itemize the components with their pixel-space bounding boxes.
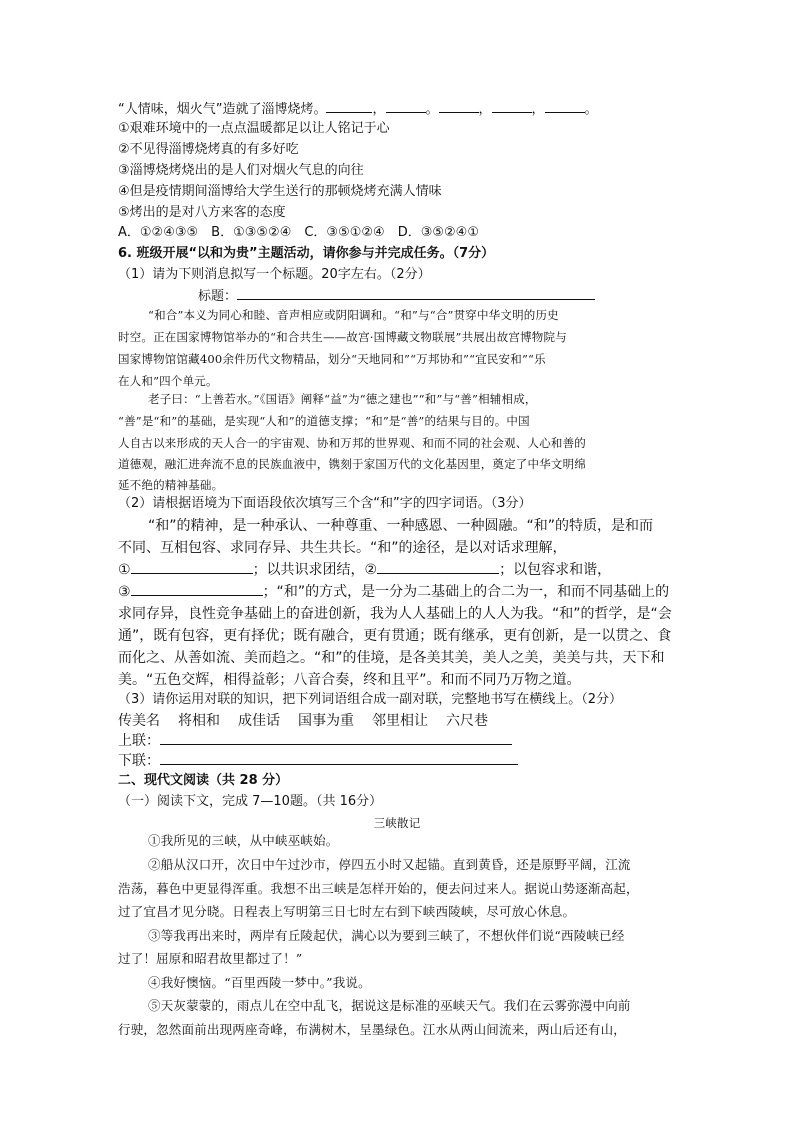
article-line: ⑤天灰蒙蒙的，雨点儿在空中乱飞，据说这是标准的巫峡天气。我们在云雾弥漫中向前 <box>148 998 631 1013</box>
article-line: ②船从汉口开，次日中午过沙市，停四五小时又起锚。直到黄昏，还是原野平阔，江流 <box>148 857 631 872</box>
title-field <box>198 286 595 306</box>
news-line: 道德观，融汇进奔流不息的民族血液中，镌刻于家国万代的文化基因里，奠定了中华文明绵 <box>118 457 586 471</box>
title-label: 标题： <box>198 289 238 304</box>
word: 传美名 <box>118 713 160 729</box>
q5-item: ①艰难环境中的一点点温暖都足以让人铭记于心 <box>118 121 390 136</box>
word: 邻里相让 <box>372 713 428 729</box>
article-line: 行驶，忽然面前出现两座奇峰，布满树木，呈墨绿色。江水从两山间流来，两山后还有山， <box>118 1022 627 1037</box>
news-line: 延不绝的精神基础。 <box>118 478 224 492</box>
blank[interactable] <box>439 99 479 113</box>
q5-item: ⑤烤出的是对八方来客的态度 <box>118 205 286 220</box>
para-line: 美。“五色交辉，相得益彰；八音合奏，终和且平”。和而不同乃万物之道。 <box>118 672 581 688</box>
para-blanks-row: ① ；以共识求团结，② ；以包容求和谐， <box>118 562 612 578</box>
article-line: 过了！屈原和昭君故里都过了！” <box>118 951 303 966</box>
q5-options: A．①②④③⑤ B．①③⑤②④ C．③⑤①②④ D．③⑤②④① <box>118 225 479 240</box>
q5-item: ②不见得淄博烧烤真的有多好吃 <box>118 142 299 157</box>
news-line: 在人和”四个单元。 <box>118 374 218 388</box>
para-line: 通”，既有包容，更有择优；既有融合，更有贯通；既有继承，更有创新，是一以贯之、食 <box>118 628 672 644</box>
title-answer-line[interactable] <box>237 286 595 300</box>
blank[interactable] <box>326 99 372 113</box>
para-line: “和”的精神，是一种承认、一种尊重、一种感恩、一种圆融。“和”的特质，是和而 <box>148 518 654 534</box>
q5-stem: “人情味，烟火气”造就了淄博烧烤。 ， 。 ， ， 。 <box>118 99 598 119</box>
word: 将相和 <box>178 713 220 729</box>
para-line: 而化之、从善如流、美而趋之。“和”的佳境，是各美其美，美人之美，美美与共，天下和 <box>118 650 665 666</box>
q6-sub1: （1）请为下则消息拟写一个标题。20字左右。（2分） <box>118 267 431 282</box>
section-heading: 二、现代文阅读（共 28 分） <box>118 773 289 788</box>
word: 六尺巷 <box>446 713 488 729</box>
upper-couplet <box>118 731 512 751</box>
news-line: 时空。正在国家博物馆举办的“和合共生——故宫·国博藏文物联展”共展出故宫博物院与 <box>118 330 567 344</box>
article-line: 过了宜昌才见分晓。日程表上写明第三日七时左右到下峡西陵峡，尽可放心休息。 <box>118 904 576 919</box>
para-line: 不同、互相包容、求同存异、共生共长。“和”的途径，是以对话求理解， <box>118 540 567 556</box>
news-line: “善”是“和”的基础，是实现“人和”的道德支撑；“和”是“善”的结果与目的。中国 <box>118 414 530 428</box>
article-line: ③等我再出来时，两岸有丘陵起伏，满心以为要到三峡了，不想伙伴们说“西陵峡已经 <box>148 928 625 943</box>
article-line: ①我所见的三峡，从中峡巫峡始。 <box>148 833 339 848</box>
blank-2[interactable] <box>377 560 499 574</box>
para-line: 求同存异，良性竞争基础上的奋进创新，我为人人基础上的人人为我。“和”的哲学，是“会 <box>118 606 672 622</box>
article-line: ④我好懊恼。“百里西陵一梦中。”我说。 <box>148 975 371 990</box>
lower-label: 下联： <box>118 753 160 769</box>
news-line: 国家博物馆馆藏400余件历代文物精品，划分“天地同和”“万邦协和”“宜民安和”“乐 <box>118 352 546 366</box>
couplet-words <box>118 711 488 731</box>
news-line: 人自古以来形成的天人合一的宇宙观、协和万邦的世界观、和而不同的社会观、人心和善的 <box>118 436 586 450</box>
upper-answer-line[interactable] <box>160 731 512 745</box>
lower-answer-line[interactable] <box>160 751 518 765</box>
article-line: 浩荡，暮色中更显得浑重。我想不出三峡是怎样开始的，便去问过来人。据说山势逐渐高起， <box>118 881 639 896</box>
q5-item: ③淄博烧烤烧出的是人们对烟火气息的向往 <box>118 163 364 178</box>
para-blank3-row: ③ ；“和”的方式，是一分为二基础上的合二为一，和而不同基础上的 <box>118 584 670 600</box>
news-line: “和合”本义为同心和睦、音声相应或阴阳调和。“和”与“合”贯穿中华文明的历史 <box>148 308 559 322</box>
blank-3[interactable] <box>131 582 263 596</box>
section-sub: （一）阅读下文，完成 7—10题。（共 16分） <box>118 794 383 809</box>
blank[interactable] <box>492 99 532 113</box>
news-line: 老子曰：“上善若水。”《国语》阐释“益”为“德之建也”“和”与“善”相辅相成， <box>148 392 537 406</box>
q5-stem-text: “人情味，烟火气”造就了淄博烧烤。 <box>118 102 327 117</box>
blank-1[interactable] <box>131 560 253 574</box>
blank[interactable] <box>386 99 426 113</box>
q6-title: 6. 班级开展“以和为贵”主题活动，请你参与并完成任务。（7分） <box>118 246 495 261</box>
blank[interactable] <box>545 99 585 113</box>
upper-label: 上联： <box>118 733 160 749</box>
lower-couplet <box>118 751 518 771</box>
q6-sub3: （3）请你运用对联的知识，把下列词语组合成一副对联，完整地书写在横线上。（2分） <box>118 692 623 707</box>
article-title: 三峡散记 <box>373 816 421 830</box>
word: 成佳话 <box>238 713 280 729</box>
q5-item: ④但是疫情期间淄博给大学生送行的那顿烧烤充满人情味 <box>118 184 442 199</box>
word: 国事为重 <box>298 713 354 729</box>
q6-sub2: （2）请根据语境为下面语段依次填写三个含“和”字的四字词语。（3分） <box>118 496 532 511</box>
